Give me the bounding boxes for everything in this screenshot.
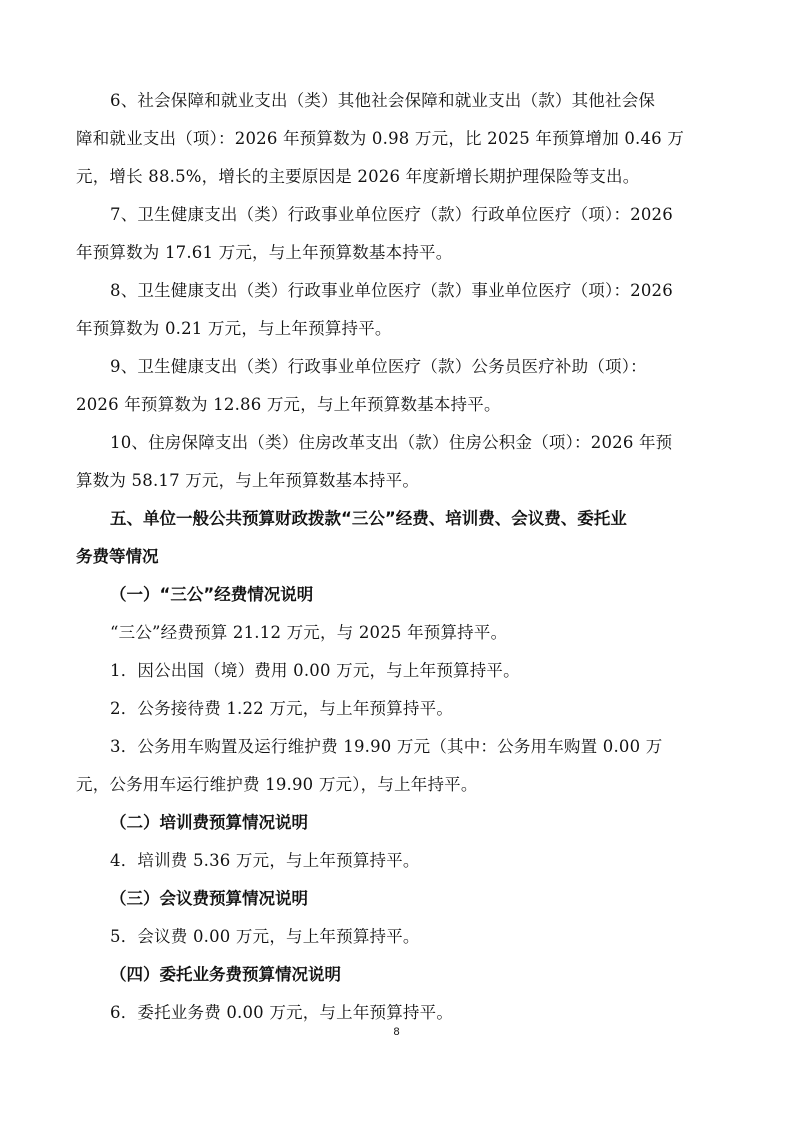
paragraph-item-7 — [76, 196, 728, 272]
page-number: 8 — [393, 1026, 400, 1038]
three-public-intro — [76, 614, 728, 652]
text-line: 6．委托业务费 0.00 万元，与上年预算持平。 — [110, 1003, 454, 1022]
text-line: 2026 年预算数为 12.86 万元，与上年预算数基本持平。 — [76, 395, 501, 414]
text-line: “三公”经费预算 21.12 万元，与 2025 年预算持平。 — [110, 623, 508, 642]
subheading-training: （二）培训费预算情况说明 — [110, 813, 308, 832]
text-line: 7、卫生健康支出（类）行政事业单位医疗（款）行政单位医疗（项）：2026 — [110, 205, 673, 224]
text-line: 9、卫生健康支出（类）行政事业单位医疗（款）公务员医疗补助（项）： — [110, 357, 647, 376]
text-line: 元，增长 88.5%，增长的主要原因是 2026 年度新增长期护理保险等支出。 — [76, 167, 640, 186]
three-public-item-3 — [76, 728, 728, 804]
paragraph-item-10 — [76, 424, 728, 500]
paragraph-item-9 — [76, 348, 728, 424]
three-public-item-2 — [76, 690, 728, 728]
text-line: 元，公务用车运行维护费 19.90 万元），与上年持平。 — [76, 775, 478, 794]
text-line: 2．公务接待费 1.22 万元，与上年预算持平。 — [110, 699, 454, 718]
text-line: 障和就业支出（项）：2026 年预算数为 0.98 万元，比 2025 年预算增加 0.46 万 — [76, 129, 685, 148]
text-line: 1．因公出国（境）费用 0.00 万元，与上年预算持平。 — [110, 661, 520, 680]
text-line: 3．公务用车购置及运行维护费 19.90 万元（其中：公务用车购置 0.00 万 — [110, 737, 663, 756]
subheading-commission: （四）委托业务费预算情况说明 — [110, 965, 341, 984]
section-heading-line: 务费等情况 — [76, 547, 159, 566]
meeting-item — [76, 918, 728, 956]
subheading-meeting: （三）会议费预算情况说明 — [110, 889, 308, 908]
text-line: 5．会议费 0.00 万元，与上年预算持平。 — [110, 927, 420, 946]
paragraph-item-6 — [76, 82, 728, 196]
text-line: 6、社会保障和就业支出（类）其他社会保障和就业支出（款）其他社会保 — [110, 91, 656, 110]
text-line: 4．培训费 5.36 万元，与上年预算持平。 — [110, 851, 420, 870]
section-heading — [76, 500, 728, 576]
subheading-three-public: （一）“三公”经费情况说明 — [110, 585, 314, 604]
text-line: 年预算数为 0.21 万元，与上年预算持平。 — [76, 319, 392, 338]
text-line: 8、卫生健康支出（类）行政事业单位医疗（款）事业单位医疗（项）：2026 — [110, 281, 673, 300]
paragraph-item-8 — [76, 272, 728, 348]
text-line: 算数为 58.17 万元，与上年预算数基本持平。 — [76, 471, 420, 490]
training-item — [76, 842, 728, 880]
section-heading-line: 五、单位一般公共预算财政拨款“三公”经费、培训费、会议费、委托业 — [110, 509, 627, 528]
three-public-item-1 — [76, 652, 728, 690]
text-line: 年预算数为 17.61 万元，与上年预算数基本持平。 — [76, 243, 453, 262]
text-line: 10、住房保障支出（类）住房改革支出（款）住房公积金（项）：2026 年预 — [110, 433, 673, 452]
